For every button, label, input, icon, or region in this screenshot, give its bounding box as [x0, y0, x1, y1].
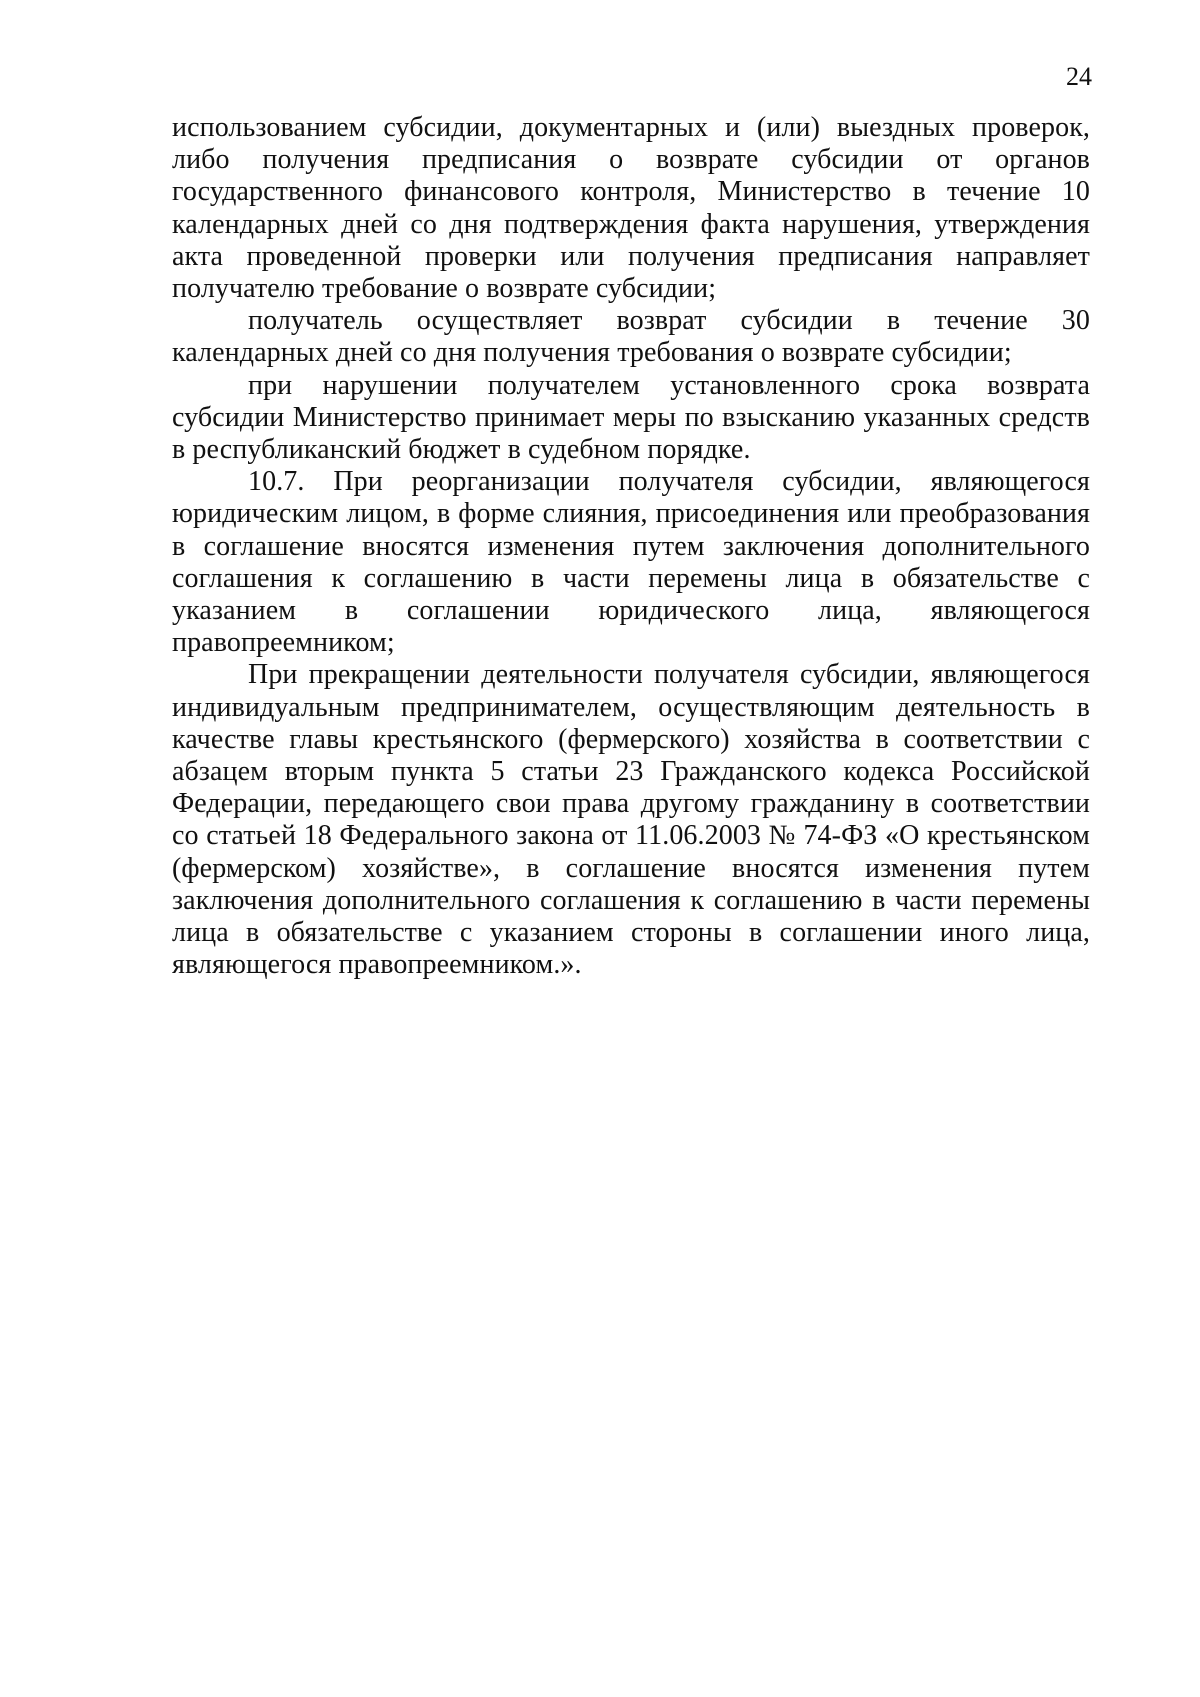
document-body [172, 112, 1090, 981]
paragraph-termination-farmer: При прекращении деятельности получателя субсидии, являющегося индивидуальным предпринимателем, осуществляющим деятельность в качестве главы крестьянского (фермерского) хозяйства в соответствии с абзацем вторым пункта 5 статьи 23 Гражданского кодекса Российской Федерации, передающего свои права другому гражданину в соответствии со статьей 18 Федерального закона от 11.06.2003 № 74-ФЗ «О крестьянском (фермерском) хозяйстве», в соглашение вносятся изменения путем заключения дополнительного соглашения к соглашению в части перемены лица в обязательстве с указанием стороны в соглашении иного лица, являющегося правопреемником.». [172, 659, 1090, 981]
paragraph-return-deadline: получатель осуществляет возврат субсидии в течение 30 календарных дней со дня получения требования о возврате субсидии; [172, 305, 1090, 369]
paragraph-continuation: использованием субсидии, документарных и (или) выездных проверок, либо получения предписания о возврате субсидии от органов государственного финансового контроля, Министерство в течение 10 календарных дней со дня подтверждения факта нарушения, утверждения акта проведенной проверки или получения предписания направляет получателю требование о возврате субсидии; [172, 112, 1090, 305]
paragraph-10-7-reorganization: 10.7. При реорганизации получателя субсидии, являющегося юридическим лицом, в форме слияния, присоединения или преобразования в соглашение вносятся изменения путем заключения дополнительного соглашения к соглашению в части перемены лица в обязательстве с указанием в соглашении юридического лица, являющегося правопреемником; [172, 466, 1090, 659]
paragraph-violation-recovery: при нарушении получателем установленного срока возврата субсидии Министерство принимает меры по взысканию указанных средств в республиканский бюджет в судебном порядке. [172, 369, 1090, 466]
page-number: 24 [1066, 62, 1092, 91]
